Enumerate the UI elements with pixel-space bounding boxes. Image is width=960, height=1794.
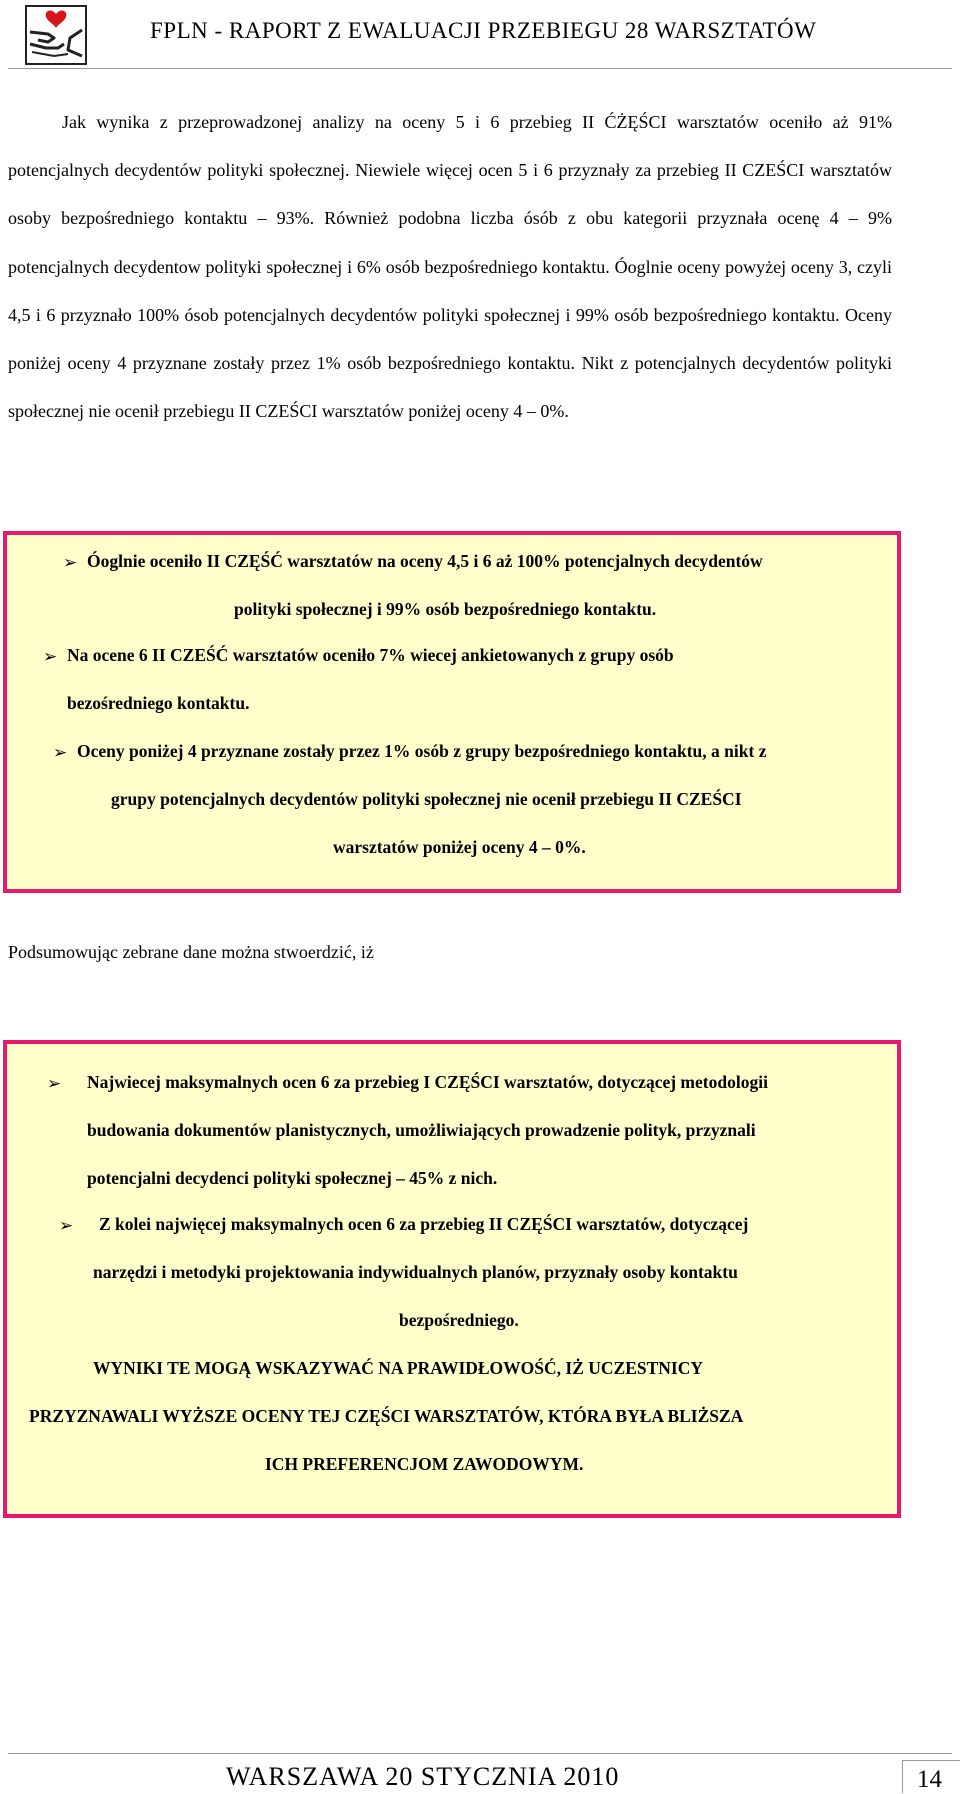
box1-line-3: Na ocene 6 II CZEŚĆ warsztatów oceniło 7% wiecej ankietowanych z grupy osób [67,645,674,665]
box1-line-5: Oceny poniżej 4 przyznane zostały przez 1% osób z grupy bezpośredniego kontaktu, a nikt z [77,741,767,761]
box1-line-1: Óoglnie oceniło II CZĘŚĆ warsztatów na oceny 4,5 i 6 aż 100% potencjalnych decydentów [87,551,763,571]
page-number-box [902,1760,960,1793]
page-number: 14 [917,1766,942,1793]
box2-line-4: Z kolei najwięcej maksymalnych ocen 6 za przebieg II CZĘŚCI warsztatów, dotyczącej [99,1214,749,1234]
arrow-bullet-icon: ➢ [59,1216,74,1235]
arrow-bullet-icon: ➢ [47,1074,62,1093]
document-header-title: FPLN - RAPORT Z EWALUACJI PRZEBIEGU 28 WARSZTATÓW [150,18,817,43]
intro-paragraph: Jak wynika z przeprowadzonej analizy na oceny 5 i 6 przebieg II ĆŻĘŚCI warsztatów oceniło aż 91% potencjalnych decydentów polityki społecznej. Niewiele więcej ocen 5 i 6 przyznały za przebieg II CZEŚCI warsztatów osoby bezpośredniego kontaktu – 93%. Również podobna liczba ósób z obu kategorii przyznała ocenę 4 – 9% potencjalnych decydentow polityki społecznej i 6% osób bezpośredniego kontaktu. Óoglnie oceny powyżej oceny 3, czyli 4,5 i 6 przyznało 100% ósob potencjalnych decydentów polityki społecznej i 99% osób bezpośredniego kontaktu. Oceny poniżej oceny 4 przyznane zostały przez 1% osób bezpośredniego kontaktu. Nikt z potencjalnych decydentów polityki społecznej nie ocenił przebiegu II CZEŚCI warsztatów poniżej oceny 4 – 0%. [8,112,892,422]
footer-date: WARSZAWA 20 STYCZNIA 2010 [226,1762,620,1791]
highlight-box-part-two [3,531,901,893]
summary-label: Podsumowując zebrane dane można stwoerdzić, iż [8,942,374,962]
box2-line-1: Najwiecej maksymalnych ocen 6 za przebieg I CZĘŚCI warsztatów, dotyczącej metodologii [87,1072,768,1092]
box2-line-5: narzędzi i metodyki projektowania indywidualnych planów, przyznały osoby kontaktu [93,1262,738,1282]
box1-line-4: bezośredniego kontaktu. [67,693,250,713]
page-header [0,0,960,72]
box1-line-7: warsztatów poniżej oceny 4 – 0%. [333,837,586,857]
highlight-box-summary [3,1040,901,1518]
box1-line-2: polityki społecznej i 99% osób bezpośredniego kontaktu. [234,599,657,619]
arrow-bullet-icon: ➢ [53,743,68,762]
box2-conclusion-line-1: WYNIKI TE MOGĄ WSKAZYWAĆ NA PRAWIDŁOWOŚĆ, IŻ UCZESTNICY [93,1358,704,1378]
box2-line-3: potencjalni decydenci polityki społecznej – 45% z nich. [87,1168,498,1188]
box1-line-6: grupy potencjalnych decydentów polityki społecznej nie ocenił przebiegu II CZEŚCI [111,789,742,809]
box2-conclusion-line-3: ICH PREFERENCJOM ZAWODOWYM. [265,1454,584,1474]
hands-heart-logo-icon [24,4,88,66]
header-divider [8,68,952,69]
arrow-bullet-icon: ➢ [63,553,78,572]
arrow-bullet-icon: ➢ [43,647,58,666]
box2-line-6: bezpośredniego. [399,1310,519,1330]
footer-divider [8,1753,952,1754]
box2-line-2: budowania dokumentów planistycznych, umożliwiających prowadzenie polityk, przyznali [87,1120,756,1140]
box2-conclusion-line-2: PRZYZNAWALI WYŻSZE OCENY TEJ CZĘŚCI WARSZTATÓW, KTÓRA BYŁA BLIŻSZA [29,1406,744,1426]
